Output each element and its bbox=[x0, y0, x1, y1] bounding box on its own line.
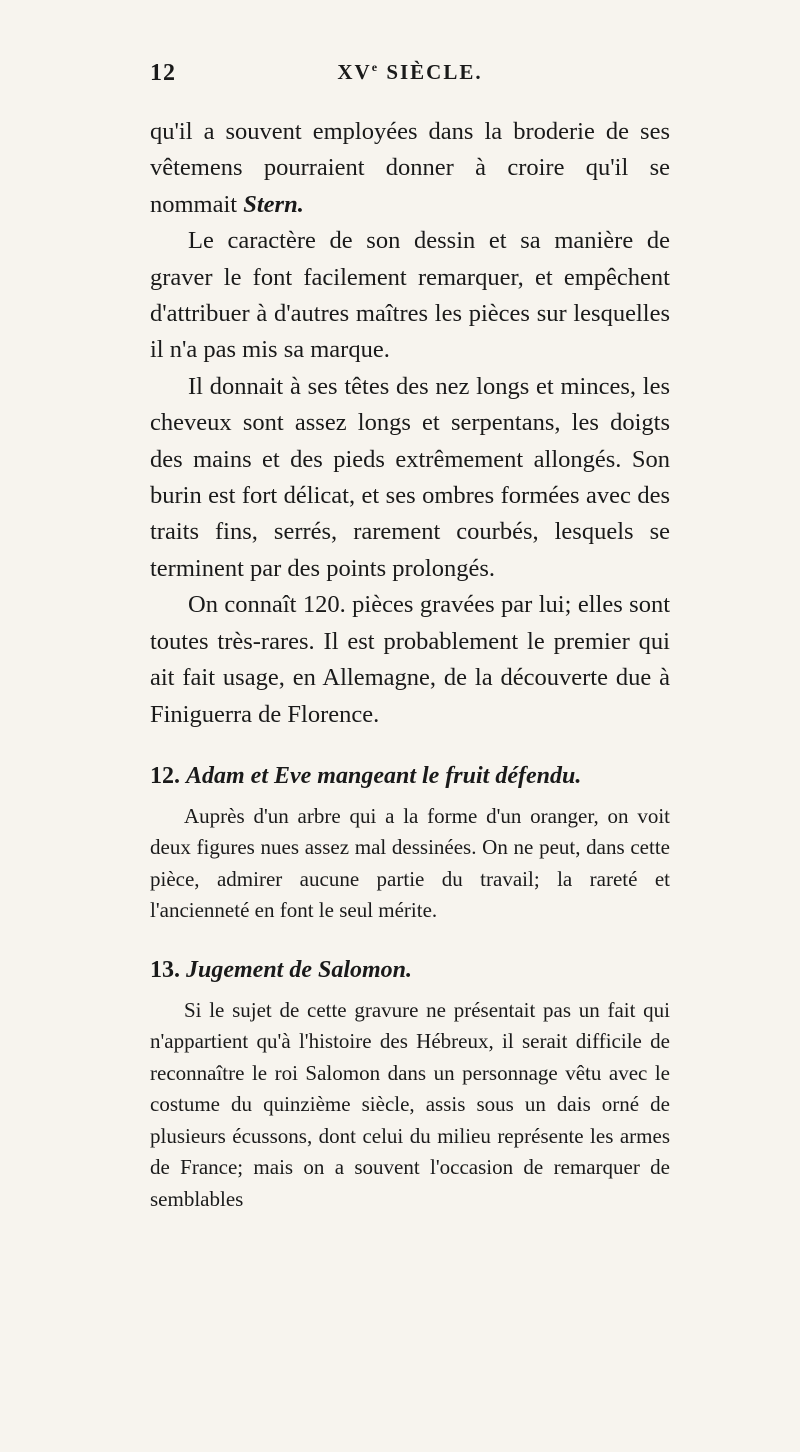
entry-title: Jugement de Salomon. bbox=[186, 956, 413, 983]
paragraph-2: Le caractère de son dessin et sa manière de graver le font facilement remarquer, et empêchent d'attribuer à d'autres maîtres les pièces sur lesquelles il n'a pas mis sa marque. bbox=[150, 227, 670, 364]
entry-number: 13. bbox=[150, 956, 180, 983]
paragraph-1 bbox=[150, 114, 670, 223]
paragraph-1-text: qu'il a souvent employées dans la broderie de ses vêtemens pourraient donner à croire qu'il se nommait bbox=[150, 118, 670, 218]
running-title-prefix: XV bbox=[337, 60, 372, 84]
paragraph-4: On connaît 120. pièces gravées par lui; elles sont toutes très-rares. Il est probablement le premier qui ait fait usage, en Allemagne, de la découverte due à Finiguerra de Florence. bbox=[150, 591, 670, 728]
paragraph-1-italic: Stern. bbox=[243, 190, 304, 218]
body-text bbox=[150, 114, 670, 733]
entry-title: Adam et Eve mangeant le fruit défendu. bbox=[186, 762, 582, 789]
running-title-suffix: SIÈCLE. bbox=[379, 60, 483, 84]
entry-description: Auprès d'un arbre qui a la forme d'un oranger, on voit deux figures nues assez mal dessinées. On ne peut, dans cette pièce, admirer aucune partie du travail; la rareté et l'ancienneté en font le seul mérite. bbox=[150, 803, 670, 923]
entry-description: Si le sujet de cette gravure ne présentait pas un fait qui n'appartient qu'à l'histoire des Hébreux, il serait difficile de reconnaître le roi Salomon dans un personnage vêtu avec le costume du quinzième siècle, assis sous un dais orné de plusieurs écussons, dont celui du milieu représente les armes de France; mais on a souvent l'occasion de remarquer de semblables bbox=[150, 997, 670, 1211]
running-title bbox=[150, 60, 670, 85]
entry-heading bbox=[150, 759, 670, 793]
page-number: 12 bbox=[150, 60, 176, 86]
catalog-entry-13 bbox=[150, 953, 670, 1216]
paragraph-3: Il donnait à ses têtes des nez longs et minces, les cheveux sont assez longs et serpentans, les doigts des mains et des pieds extrêmement allongés. Son burin est fort délicat, et ses ombres formées avec des traits fins, serrés, rarement courbés, lesquels se terminent par des points prolongés. bbox=[150, 372, 670, 582]
book-page bbox=[150, 60, 670, 1215]
running-title-sup: e bbox=[371, 60, 380, 74]
entry-number: 12. bbox=[150, 762, 180, 789]
running-head bbox=[150, 60, 670, 100]
catalog-entry-12 bbox=[150, 759, 670, 927]
entry-heading bbox=[150, 953, 670, 987]
